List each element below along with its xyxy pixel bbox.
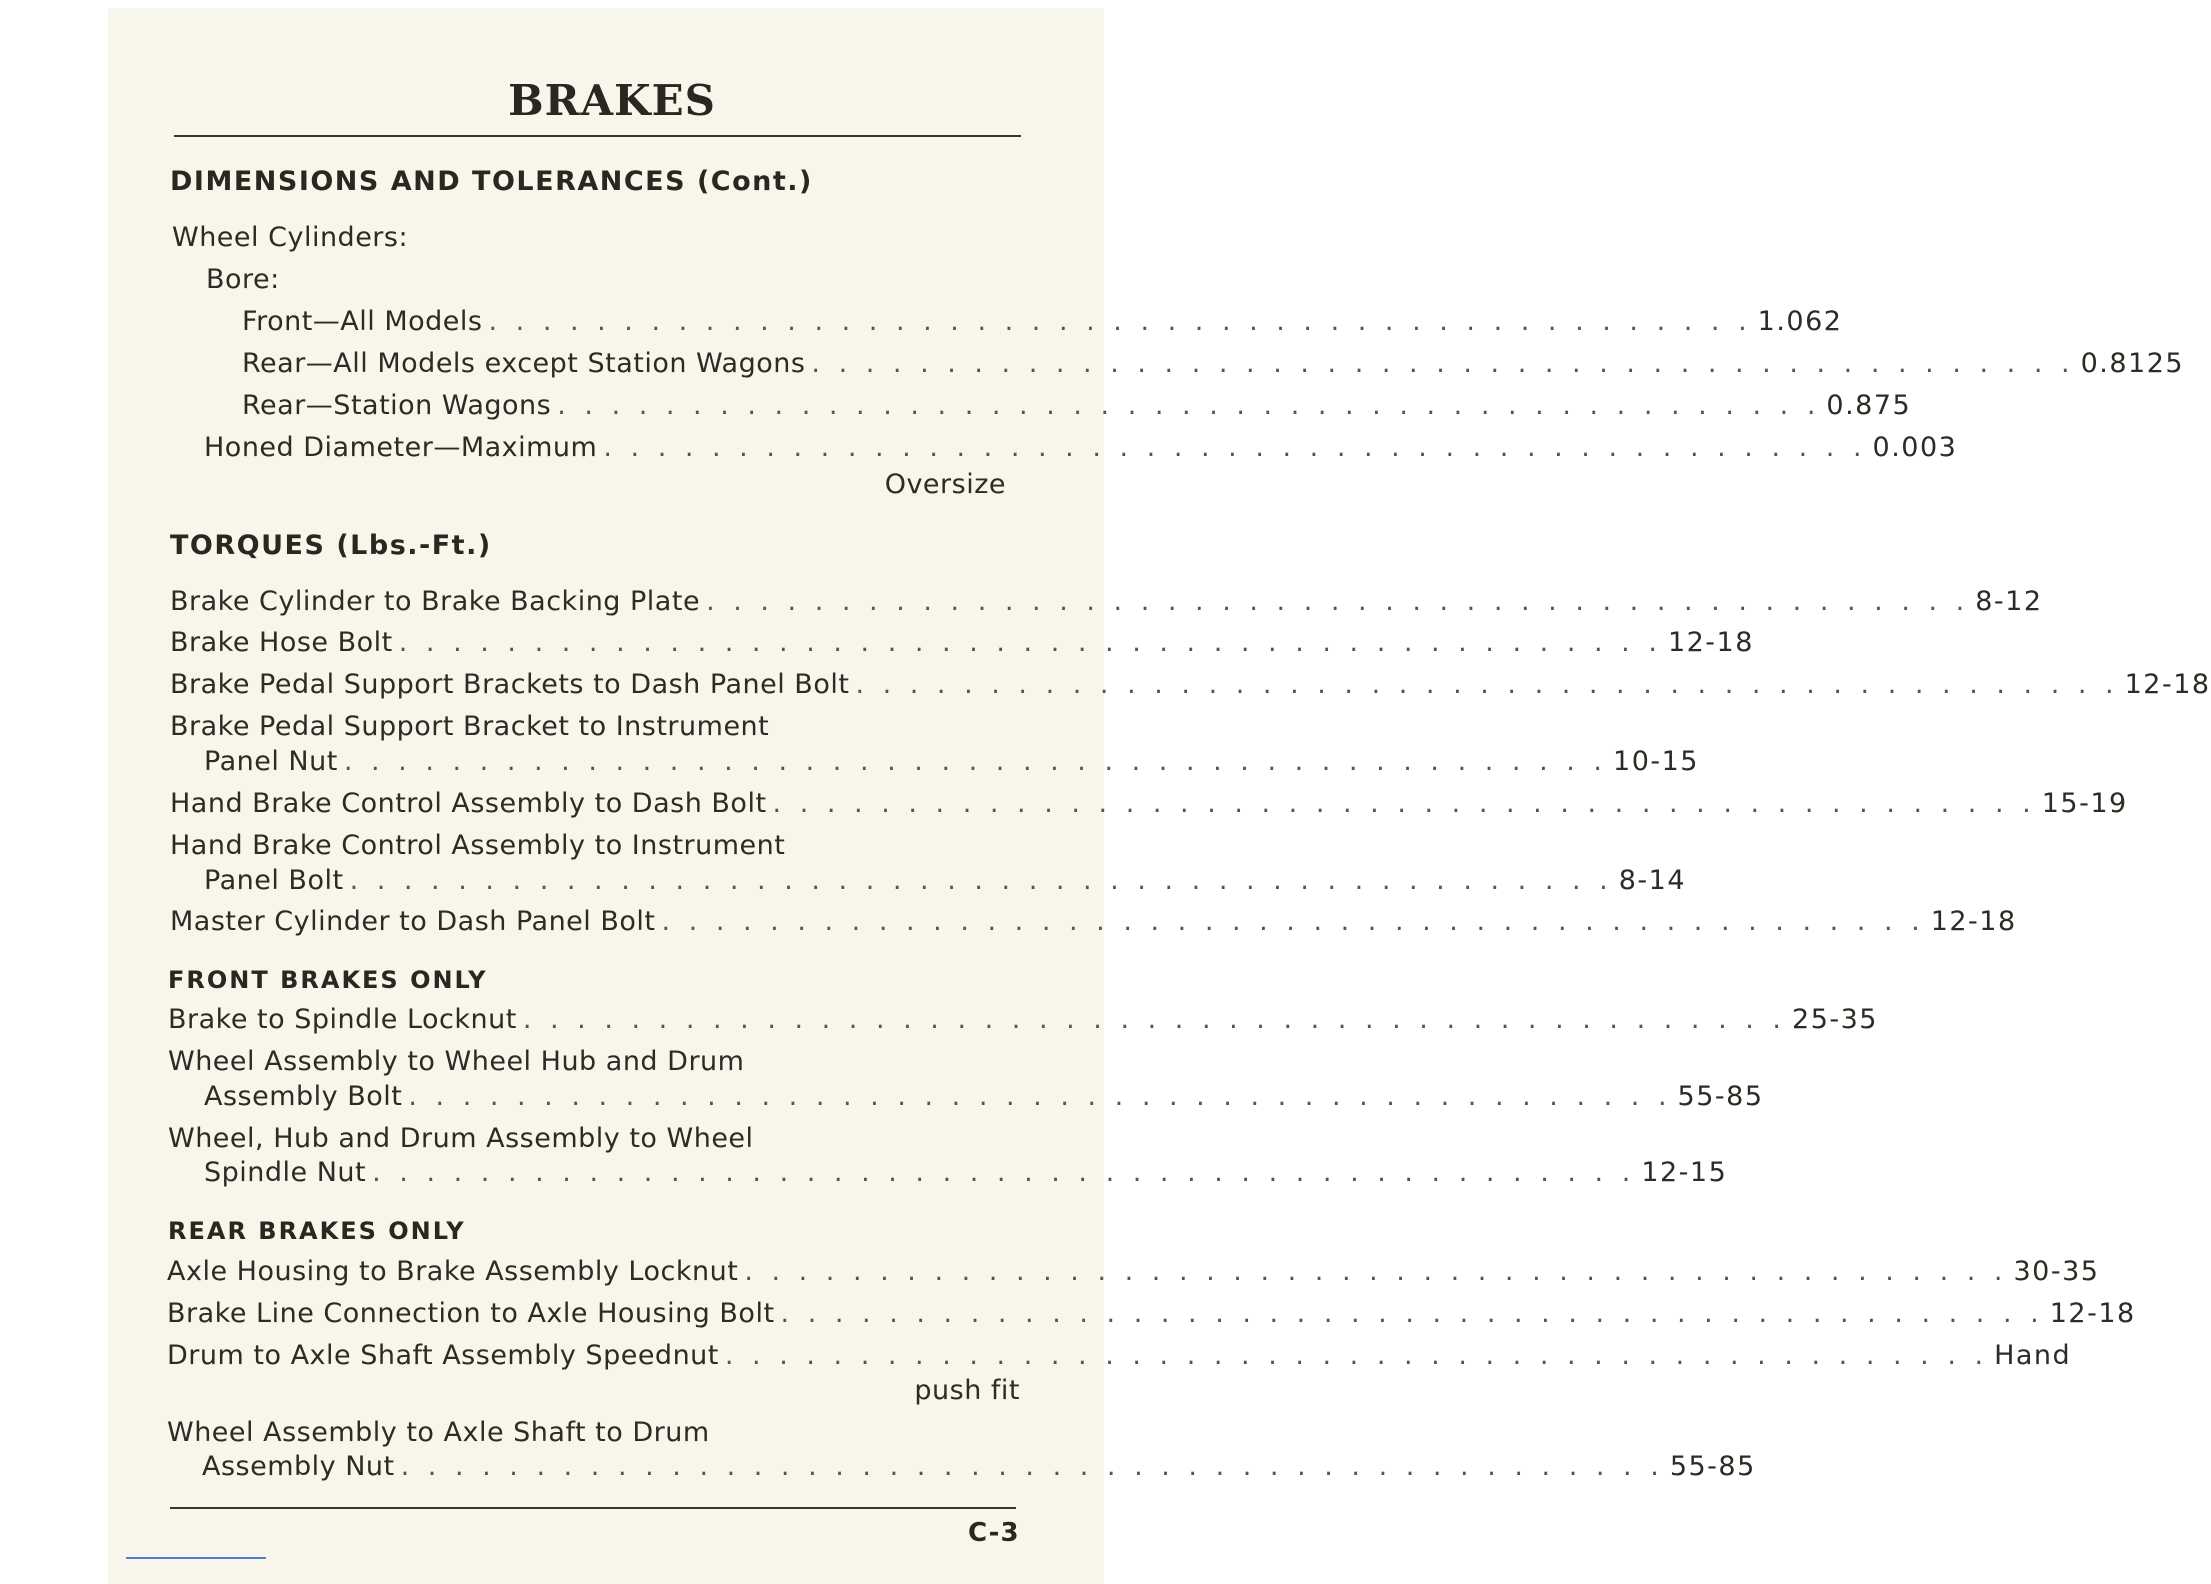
row-label: Rear—All Models except Station Wagons <box>242 348 806 379</box>
row-value: 8-14 <box>1618 865 1687 896</box>
torque-row <box>204 746 1699 777</box>
row-label: Assembly Nut <box>202 1451 395 1482</box>
row-value: 12-18 <box>1667 627 1754 658</box>
row-label: Brake Line Connection to Axle Housing Bolt <box>167 1298 775 1329</box>
row-label: Assembly Bolt <box>204 1081 403 1112</box>
row-label: Panel Bolt <box>204 865 344 896</box>
bore-label: Bore: <box>206 264 280 295</box>
torque-row-label-line1: Hand Brake Control Assembly to Instrument <box>170 830 786 861</box>
row-label: Master Cylinder to Dash Panel Bolt <box>170 906 656 937</box>
row-value: 55-85 <box>1669 1451 1756 1482</box>
row-value: 0.875 <box>1826 390 1912 421</box>
row-label: Hand Brake Control Assembly to Dash Bolt <box>170 788 767 819</box>
bottom-rule <box>170 1507 1016 1509</box>
dot-leader: . . . . . . . . . . . . . . . . . . . . . . . . . . . . . . . . . . . . . . . . . . . . . . . <box>522 1004 1787 1035</box>
dot-leader: . . . . . . . . . . . . . . . . . . . . . . . . . . . . . . . . . . . . . . . . . . . . . . . <box>772 788 2036 819</box>
row-value: 0.003 <box>1872 432 1958 463</box>
torque-row <box>204 865 1687 896</box>
top-rule <box>174 135 1021 137</box>
dot-leader: . . . . . . . . . . . . . . . . . . . . . . . . . . . . . . . . . . . . . . . . . . . . . . . <box>488 306 1752 337</box>
oversize-note: Oversize <box>884 469 1006 500</box>
torque-row-label-line1: Brake Pedal Support Bracket to Instrument <box>170 711 770 742</box>
dot-leader: . . . . . . . . . . . . . . . . . . . . . . . . . . . . . . . . . . . . . . . . . . . . . . . <box>855 669 2119 700</box>
row-value: 0.8125 <box>2080 348 2185 379</box>
dimension-row-honed <box>204 432 1958 463</box>
front-brake-row-label-line1: Wheel Assembly to Wheel Hub and Drum <box>168 1046 745 1077</box>
dimension-row-rear <box>242 348 2185 379</box>
row-value: 25-35 <box>1792 1004 1878 1035</box>
row-label: Panel Nut <box>204 746 338 777</box>
dimension-row-rear-wagons <box>242 390 1912 421</box>
dot-leader: . . . . . . . . . . . . . . . . . . . . . . . . . . . . . . . . . . . . . . . . . . . . . . . <box>408 1081 1672 1112</box>
front-brake-row <box>204 1081 1764 1112</box>
row-value: Hand <box>1994 1340 2072 1371</box>
dimensions-heading: DIMENSIONS AND TOLERANCES (Cont.) <box>170 166 813 197</box>
rear-brake-row-label-line1: Wheel Assembly to Axle Shaft to Drum <box>167 1417 710 1448</box>
front-brakes-heading: FRONT BRAKES ONLY <box>168 966 488 994</box>
torques-heading: TORQUES (Lbs.-Ft.) <box>170 530 492 561</box>
dot-leader: . . . . . . . . . . . . . . . . . . . . . . . . . . . . . . . . . . . . . . . . . . . . . . . <box>400 1451 1664 1482</box>
push-fit-note: push fit <box>914 1375 1020 1406</box>
row-value: 12-18 <box>2124 669 2211 700</box>
dot-leader: . . . . . . . . . . . . . . . . . . . . . . . . . . . . . . . . . . . . . . . . . . . . . . . <box>372 1157 1636 1188</box>
torque-row <box>170 586 2043 617</box>
page-title: BRAKES <box>508 76 716 125</box>
dot-leader: . . . . . . . . . . . . . . . . . . . . . . . . . . . . . . . . . . . . . . . . . . . . . . . <box>780 1298 2044 1329</box>
rear-brakes-heading: REAR BRAKES ONLY <box>168 1217 466 1245</box>
row-label: Brake Cylinder to Brake Backing Plate <box>170 586 701 617</box>
front-brake-row <box>204 1157 1728 1188</box>
dot-leader: . . . . . . . . . . . . . . . . . . . . . . . . . . . . . . . . . . . . . . . . . . . . . . . <box>603 432 1867 463</box>
dot-leader: . . . . . . . . . . . . . . . . . . . . . . . . . . . . . . . . . . . . . . . . . . . . . . . <box>744 1256 2008 1287</box>
row-value: 12-15 <box>1641 1157 1728 1188</box>
dot-leader: . . . . . . . . . . . . . . . . . . . . . . . . . . . . . . . . . . . . . . . . . . . . . . . <box>557 390 1821 421</box>
row-label: Brake Hose Bolt <box>170 627 393 658</box>
dot-leader: . . . . . . . . . . . . . . . . . . . . . . . . . . . . . . . . . . . . . . . . . . . . . . . <box>706 586 1970 617</box>
rear-brake-row <box>167 1256 2100 1287</box>
page-number: C-3 <box>968 1518 1020 1548</box>
row-label: Spindle Nut <box>204 1157 367 1188</box>
row-label: Axle Housing to Brake Assembly Locknut <box>167 1256 739 1287</box>
torque-row <box>170 788 2128 819</box>
row-label: Rear—Station Wagons <box>242 390 552 421</box>
row-label: Brake to Spindle Locknut <box>168 1004 517 1035</box>
row-value: 55-85 <box>1677 1081 1764 1112</box>
rear-brake-row <box>167 1298 2136 1329</box>
row-value: 30-35 <box>2013 1256 2100 1287</box>
dot-leader: . . . . . . . . . . . . . . . . . . . . . . . . . . . . . . . . . . . . . . . . . . . . . . . <box>349 865 1613 896</box>
link-underline <box>126 1557 266 1559</box>
front-brake-row <box>168 1004 1878 1035</box>
dot-leader: . . . . . . . . . . . . . . . . . . . . . . . . . . . . . . . . . . . . . . . . . . . . . . . <box>661 906 1925 937</box>
dot-leader: . . . . . . . . . . . . . . . . . . . . . . . . . . . . . . . . . . . . . . . . . . . . . . . <box>343 746 1608 777</box>
row-value: 12-18 <box>2049 1298 2136 1329</box>
row-value: 10-15 <box>1613 746 1699 777</box>
dot-leader: . . . . . . . . . . . . . . . . . . . . . . . . . . . . . . . . . . . . . . . . . . . . . . . <box>811 348 2075 379</box>
row-label: Drum to Axle Shaft Assembly Speednut <box>167 1340 719 1371</box>
torque-row <box>170 627 1754 658</box>
row-label: Honed Diameter—Maximum <box>204 432 598 463</box>
row-value: 15-19 <box>2041 788 2128 819</box>
torque-row <box>170 669 2211 700</box>
row-label: Brake Pedal Support Brackets to Dash Panel Bolt <box>170 669 850 700</box>
rear-brake-row <box>202 1451 1756 1482</box>
row-value: 8-12 <box>1975 586 2043 617</box>
row-label: Front—All Models <box>242 306 483 337</box>
rear-brake-row <box>167 1340 2072 1371</box>
row-value: 12-18 <box>1930 906 2017 937</box>
dot-leader: . . . . . . . . . . . . . . . . . . . . . . . . . . . . . . . . . . . . . . . . . . . . . . . <box>724 1340 1989 1371</box>
torque-row <box>170 906 2017 937</box>
dot-leader: . . . . . . . . . . . . . . . . . . . . . . . . . . . . . . . . . . . . . . . . . . . . . . . <box>398 627 1662 658</box>
dimension-row-front <box>242 306 1843 337</box>
wheel-cylinders-label: Wheel Cylinders: <box>172 222 409 253</box>
row-value: 1.062 <box>1757 306 1843 337</box>
front-brake-row-label-line1: Wheel, Hub and Drum Assembly to Wheel <box>168 1123 754 1154</box>
